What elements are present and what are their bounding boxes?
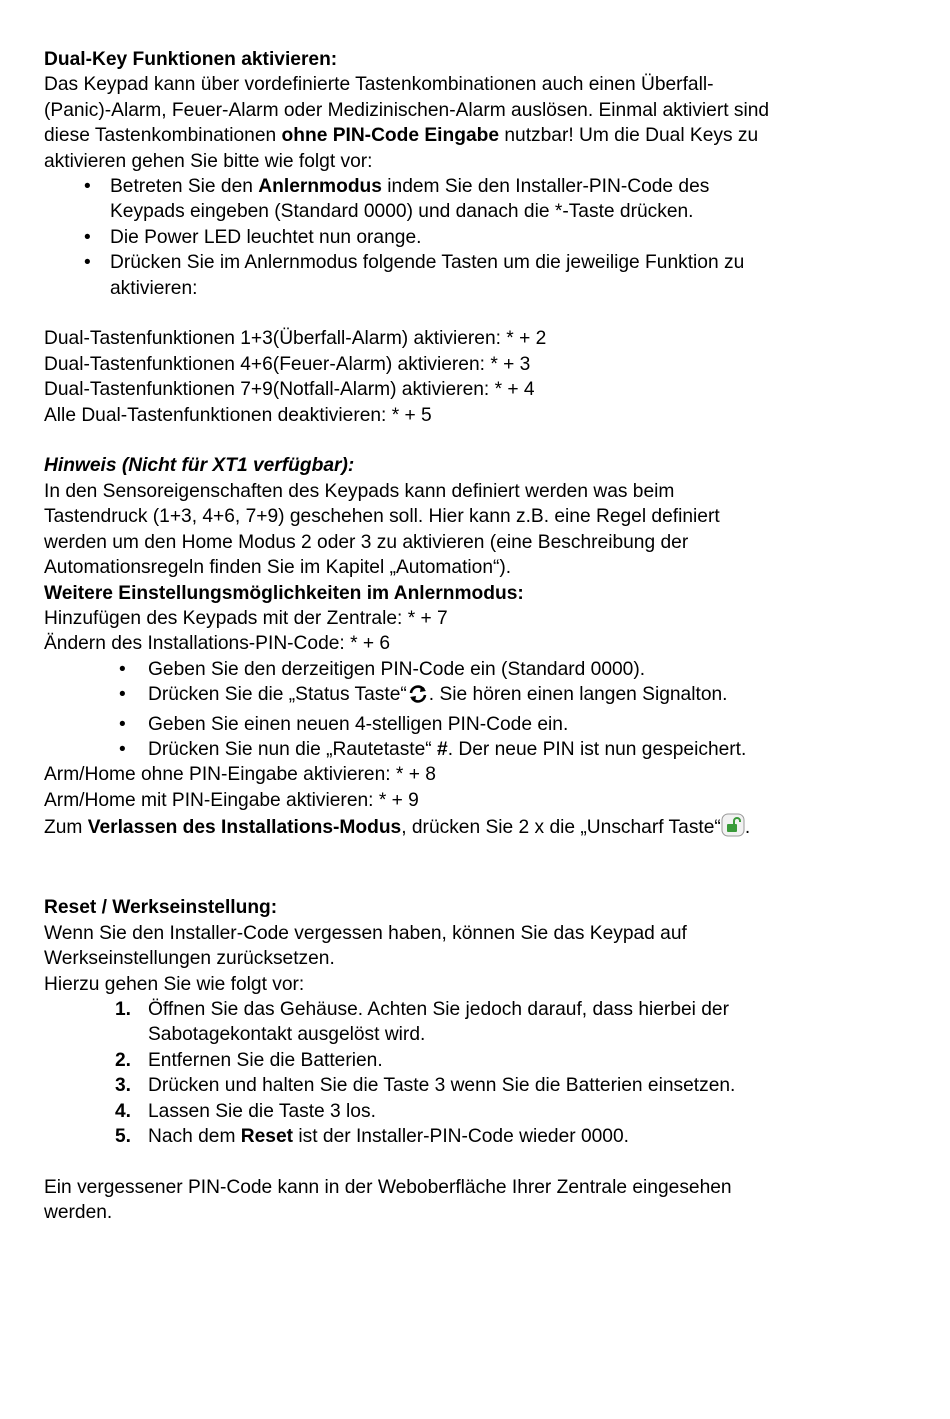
text: . Sie hören einen langen Signalton. [428,684,728,706]
paragraph-line: werden um den Home Modus 2 oder 3 zu aktivieren (eine Beschreibung der [44,531,689,553]
text: Öffnen Sie das Gehäuse. Achten Sie jedoch darauf, dass hierbei der [148,998,729,1020]
paragraph-line [44,123,904,148]
paragraph-line: Das Keypad kann über vordefinierte Tastenkombinationen auch einen Überfall- [44,74,714,96]
paragraph-line: (Panic)-Alarm, Feuer-Alarm oder Medizinischen-Alarm auslösen. Einmal aktiviert sind [44,99,770,121]
text: Geben Sie den derzeitigen PIN-Code ein (Standard 0000). [148,658,646,680]
status-refresh-icon [407,684,429,711]
paragraph-line: Arm/Home ohne PIN-Eingabe aktivieren: * + 8 [44,764,436,786]
text: Drücken Sie die „Status Taste“ [148,684,407,706]
paragraph-line: Hinzufügen des Keypads mit der Zentrale: * + 7 [44,607,448,629]
bold-text: ohne PIN-Code Eingabe [281,125,500,147]
text: Entfernen Sie die Batterien. [148,1049,383,1071]
text: Drücken Sie nun die „Rautetaste“ [148,738,438,760]
item-number: 1. [115,998,132,1020]
paragraph-line [44,813,904,844]
document-page [44,47,904,1226]
text: Nach dem [148,1126,241,1148]
numbered-item [44,1048,904,1073]
paragraph-line: werden. [44,1202,113,1224]
spacer [44,845,904,896]
combo-line: Dual-Tastenfunktionen 4+6(Feuer-Alarm) aktivieren: * + 3 [44,353,531,375]
text: Zum [44,817,88,839]
text: nutzbar! Um die Dual Keys zu [499,125,759,147]
text: . Der neue PIN ist nun gespeichert. [447,738,747,760]
paragraph-line: Ändern des Installations-PIN-Code: * + 6 [44,633,391,655]
paragraph-line: Automationsregeln finden Sie im Kapitel „Automation“). [44,557,512,579]
combo-line: Dual-Tastenfunktionen 7+9(Notfall-Alarm) aktivieren: * + 4 [44,379,535,401]
text: , drücken Sie 2 x die „Unscharf Taste“ [401,817,721,839]
item-number: 5. [115,1126,132,1148]
item-number: 3. [115,1075,132,1097]
spacer [44,1149,904,1174]
bold-text: Anlernmodus [258,176,382,198]
item-number: 4. [115,1100,132,1122]
text: Drücken Sie im Anlernmodus folgende Tasten um die jeweilige Funktion zu [110,252,745,274]
bullet-item [44,737,904,762]
text: diese Tastenkombinationen [44,125,282,147]
bullet-item [44,657,904,682]
bullet-icon: • [119,658,126,680]
spacer [44,428,904,453]
bullet-icon: • [119,684,126,706]
bullet-item [44,225,904,250]
combo-line: Alle Dual-Tastenfunktionen deaktivieren: * + 5 [44,404,432,426]
item-number: 2. [115,1049,132,1071]
bullet-icon: • [119,738,126,760]
text: Lassen Sie die Taste 3 los. [148,1100,376,1122]
spacer [44,301,904,326]
numbered-item [44,1099,904,1124]
paragraph-line: Werkseinstellungen zurücksetzen. [44,948,335,970]
bullet-icon: • [84,252,91,274]
reset-heading: Reset / Werkseinstellung: [44,897,278,919]
numbered-item [44,1124,904,1149]
combo-line: Dual-Tastenfunktionen 1+3(Überfall-Alarm) aktivieren: * + 2 [44,328,547,350]
bold-text: Reset [240,1126,294,1148]
text: . [744,817,751,839]
paragraph-line: Ein vergessener PIN-Code kann in der Weboberfläche Ihrer Zentrale eingesehen [44,1176,732,1198]
text: Betreten Sie den [110,176,259,198]
bullet-item [44,250,904,275]
dual-key-heading: Dual-Key Funktionen aktivieren: [44,49,338,70]
more-settings-heading: Weitere Einstellungsmöglichkeiten im Anlernmodus: [44,582,524,604]
bullet-icon: • [84,176,91,198]
bullet-icon: • [119,713,126,735]
text: Geben Sie einen neuen 4-stelligen PIN-Code ein. [148,713,569,735]
text: indem Sie den Installer-PIN-Code des [381,176,710,198]
paragraph-line: Arm/Home mit PIN-Eingabe aktivieren: * + 9 [44,789,419,811]
text: Drücken und halten Sie die Taste 3 wenn Sie die Batterien einsetzen. [148,1075,736,1097]
text: ist der Installer-PIN-Code wieder 0000. [293,1126,629,1148]
numbered-item [44,1073,904,1098]
unlock-icon [721,813,745,844]
numbered-continuation: Sabotagekontakt ausgelöst wird. [148,1024,426,1046]
bullet-continuation: Keypads eingeben (Standard 0000) und danach die *-Taste drücken. [110,201,694,223]
hash-key: # [437,738,448,760]
paragraph-line: aktivieren gehen Sie bitte wie folgt vor: [44,150,373,172]
paragraph-line: Tastendruck (1+3, 4+6, 7+9) geschehen soll. Hier kann z.B. eine Regel definiert [44,506,720,528]
bullet-item [44,682,904,711]
bold-text: Verlassen des Installations-Modus [87,817,402,839]
paragraph-line: Hierzu gehen Sie wie folgt vor: [44,973,305,995]
bullet-icon: • [84,226,91,248]
bullet-item [44,712,904,737]
paragraph-line: Wenn Sie den Installer-Code vergessen haben, können Sie das Keypad auf [44,922,687,944]
paragraph-line: In den Sensoreigenschaften des Keypads kann definiert werden was beim [44,480,675,502]
text: Die Power LED leuchtet nun orange. [110,226,422,248]
bullet-item [44,174,904,199]
bullet-continuation: aktivieren: [110,277,198,299]
hint-heading: Hinweis (Nicht für XT1 verfügbar): [44,455,355,477]
numbered-item [44,997,904,1022]
